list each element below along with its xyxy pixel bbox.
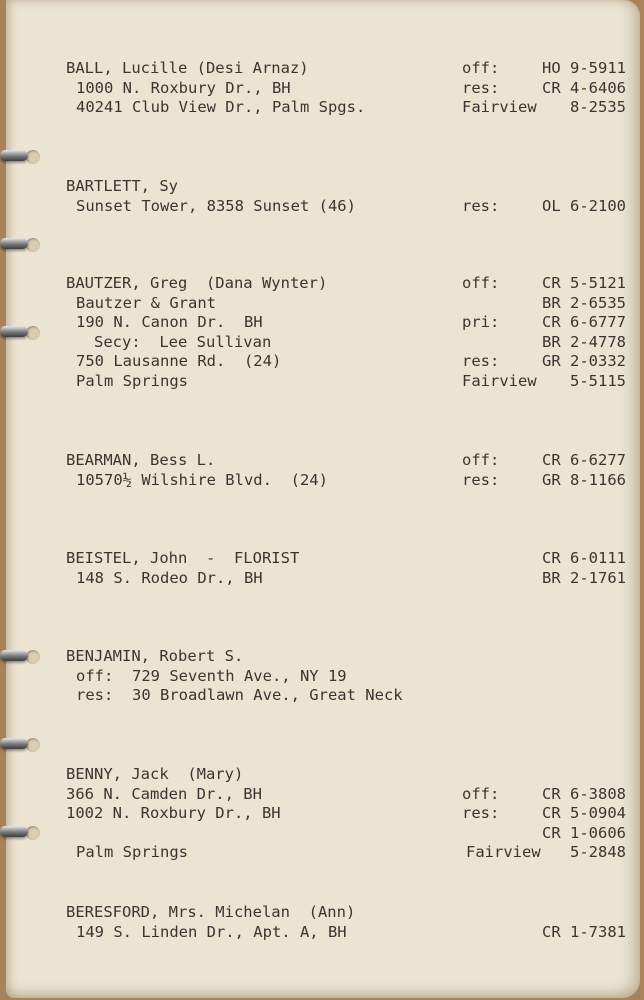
- contact-name: BEISTEL, John - FLORIST: [66, 549, 300, 567]
- phone-number: CR 6-6277: [542, 451, 626, 469]
- contact-entry: [66, 647, 626, 706]
- phone-label: off:: [462, 59, 500, 77]
- contact-entry: [66, 549, 626, 588]
- phone-number: CR 6-6777: [542, 313, 626, 331]
- phone-label: Fairview: [462, 98, 537, 116]
- address-line: 10570½ Wilshire Blvd. (24): [76, 470, 328, 489]
- address-line: 148 S. Rodeo Dr., BH: [76, 568, 263, 587]
- phone-number: GR 8-1166: [542, 470, 626, 489]
- contact-name: BAUTZER, Greg (Dana Wynter): [66, 274, 328, 292]
- phone-number: BR 2-6535: [542, 293, 626, 312]
- contact-name: BENJAMIN, Robert S.: [66, 647, 244, 665]
- phone-number: CR 6-3808: [542, 784, 626, 803]
- contact-entry: [66, 765, 626, 863]
- address-line: 750 Lausanne Rd. (24): [76, 352, 282, 370]
- address-line: off: 729 Seventh Ave., NY 19: [76, 666, 347, 685]
- binder-ring-icon: [0, 236, 30, 252]
- phone-label: off:: [462, 274, 500, 292]
- address-line: 366 N. Camden Dr., BH: [66, 784, 262, 803]
- phone-number: CR 5-5121: [542, 274, 626, 292]
- address-line: Sunset Tower, 8358 Sunset (46): [76, 196, 356, 215]
- contact-name: BALL, Lucille (Desi Arnaz): [66, 59, 309, 77]
- address-line: res: 30 Broadlawn Ave., Great Neck: [76, 686, 403, 704]
- address-line: 1002 N. Roxbury Dr., BH: [66, 804, 281, 822]
- contact-entry: [66, 177, 626, 216]
- binder-ring-icon: [0, 324, 30, 340]
- phone-number: BR 2-1761: [542, 568, 626, 587]
- phone-label: pri:: [462, 313, 500, 331]
- address-line: 190 N. Canon Dr. BH: [76, 313, 263, 331]
- phone-number: CR 4-6406: [542, 78, 626, 97]
- contact-name: BERESFORD, Mrs. Michelan (Ann): [66, 903, 356, 921]
- phone-label: res:: [462, 804, 500, 822]
- phone-label: Fairview: [466, 843, 541, 861]
- phone-number: 8-2535: [570, 98, 626, 116]
- phone-number: OL 6-2100: [542, 196, 626, 215]
- phone-label: res:: [462, 196, 500, 215]
- contact-entry: [66, 903, 626, 942]
- phone-number: CR 1-7381: [542, 922, 626, 941]
- phone-number: 5-5115: [570, 371, 626, 390]
- phone-number: GR 2-0332: [542, 352, 626, 370]
- phone-number: CR 6-0111: [542, 549, 626, 567]
- phone-number: CR 1-0606: [542, 823, 626, 842]
- contact-name: BARTLETT, Sy: [66, 177, 178, 195]
- phone-number: 5-2848: [570, 843, 626, 861]
- contact-entry: [66, 451, 626, 490]
- address-line: Bautzer & Grant: [76, 293, 216, 312]
- phone-label: res:: [462, 352, 500, 370]
- address-line: 40241 Club View Dr., Palm Spgs.: [76, 98, 366, 116]
- address-line: Palm Springs: [76, 371, 188, 390]
- address-line: 149 S. Linden Dr., Apt. A, BH: [76, 922, 347, 941]
- phone-label: res:: [462, 470, 500, 489]
- phone-number: CR 5-0904: [542, 804, 626, 822]
- phone-label: res:: [462, 78, 500, 97]
- contact-name: BENNY, Jack (Mary): [66, 765, 244, 783]
- binder-ring-icon: [0, 736, 30, 752]
- phone-number: BR 2-4778: [542, 332, 626, 351]
- binder-ring-icon: [0, 824, 30, 840]
- contact-entry: [66, 59, 626, 118]
- contact-name: BEARMAN, Bess L.: [66, 451, 216, 469]
- phone-label: off:: [462, 451, 500, 469]
- secretary-line: Secy: Lee Sullivan: [94, 332, 272, 351]
- phone-label: off:: [462, 784, 500, 803]
- phone-number: HO 9-5911: [542, 59, 626, 77]
- phone-label: Fairview: [462, 371, 537, 390]
- binder-ring-icon: [0, 648, 30, 664]
- address-line: Palm Springs: [76, 843, 188, 861]
- contact-entry: [66, 274, 626, 391]
- address-line: 1000 N. Roxbury Dr., BH: [76, 78, 291, 97]
- binder-ring-icon: [0, 148, 30, 164]
